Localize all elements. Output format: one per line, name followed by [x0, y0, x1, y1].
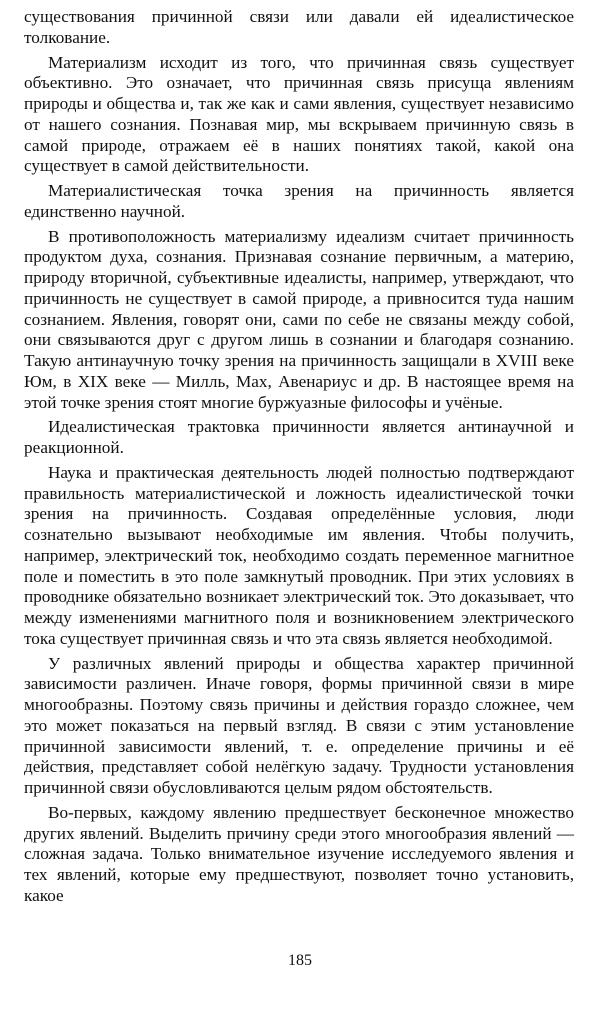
paragraph-3: Материалистическая точка зрения на причинность является единственно научной.	[24, 181, 574, 221]
paragraph-2: Материализм исходит из того, что причинная связь существует объективно. Это означает, что причинная связь присуща явлениям природы и общества и, так же как и сами явления, существует независимо от нашего сознания. Познавая мир, мы вскрываем причинную связь в самой природе, отражаем её в наших понятиях такой, какой она существует в самой действительности.	[24, 52, 574, 176]
paragraph-7: У различных явлений природы и общества характер причинной зависимости различен. Иначе говоря, формы причинной связи в мире многообразны. Поэтому связь причины и действия гораздо сложнее, чем это может показаться на первый взгляд. В связи с этим установление причинной зависимости явлений, т. е. определение причины и её действия, представляет собой нелёгкую задачу. Трудности установления причинной связи обусловливаются целым рядом обстоятельств.	[24, 653, 574, 797]
paragraph-5: Идеалистическая трактовка причинности является антинаучной и реакционной.	[24, 417, 574, 457]
body-text	[24, 7, 574, 907]
page-number: 185	[288, 952, 312, 969]
paragraph-4: В противоположность материализму идеализм считает причинность продуктом духа, сознания. Признавая сознание первичным, а материю, природу вторичной, субъективные идеалисты, например, утверждают, что причинность не существует в самой природе, а привносится туда нашим сознанием. Явления, говорят они, сами по себе не связаны между собой, они связываются друг с другом лишь в сознании и благодаря сознанию. Такую антинаучную точку зрения на причинность защищали в XVIII веке Юм, в XIX веке — Милль, Мах, Авенариус и др. В настоящее время на этой точке зрения стоят многие буржуазные философы и учёные.	[24, 226, 574, 412]
paragraph-6: Наука и практическая деятельность людей полностью подтверждают правильность материалистической и ложность идеалистической точки зрения на причинность. Создавая определённые условия, люди сознательно вызывают необходимые им явления. Чтобы получить, например, электрический ток, необходимо создать переменное магнитное поле и поместить в это поле замкнутый проводник. При этих условиях в проводнике обязательно возникает электрический ток. Это доказывает, что между изменениями магнитного поля и возникновением электрического тока существует причинная связь и что эта связь является необходимой.	[24, 462, 574, 648]
paragraph-1: существования причинной связи или давали ей идеалистическое толкование.	[24, 7, 574, 47]
paragraph-8: Во-первых, каждому явлению предшествует бесконечное множество других явлений. Выделить причину среди этого многообразия явлений — сложная задача. Только внимательное изучение исследуемого явления и тех явлений, которые ему предшествуют, позволяет точно установить, какое	[24, 802, 574, 905]
